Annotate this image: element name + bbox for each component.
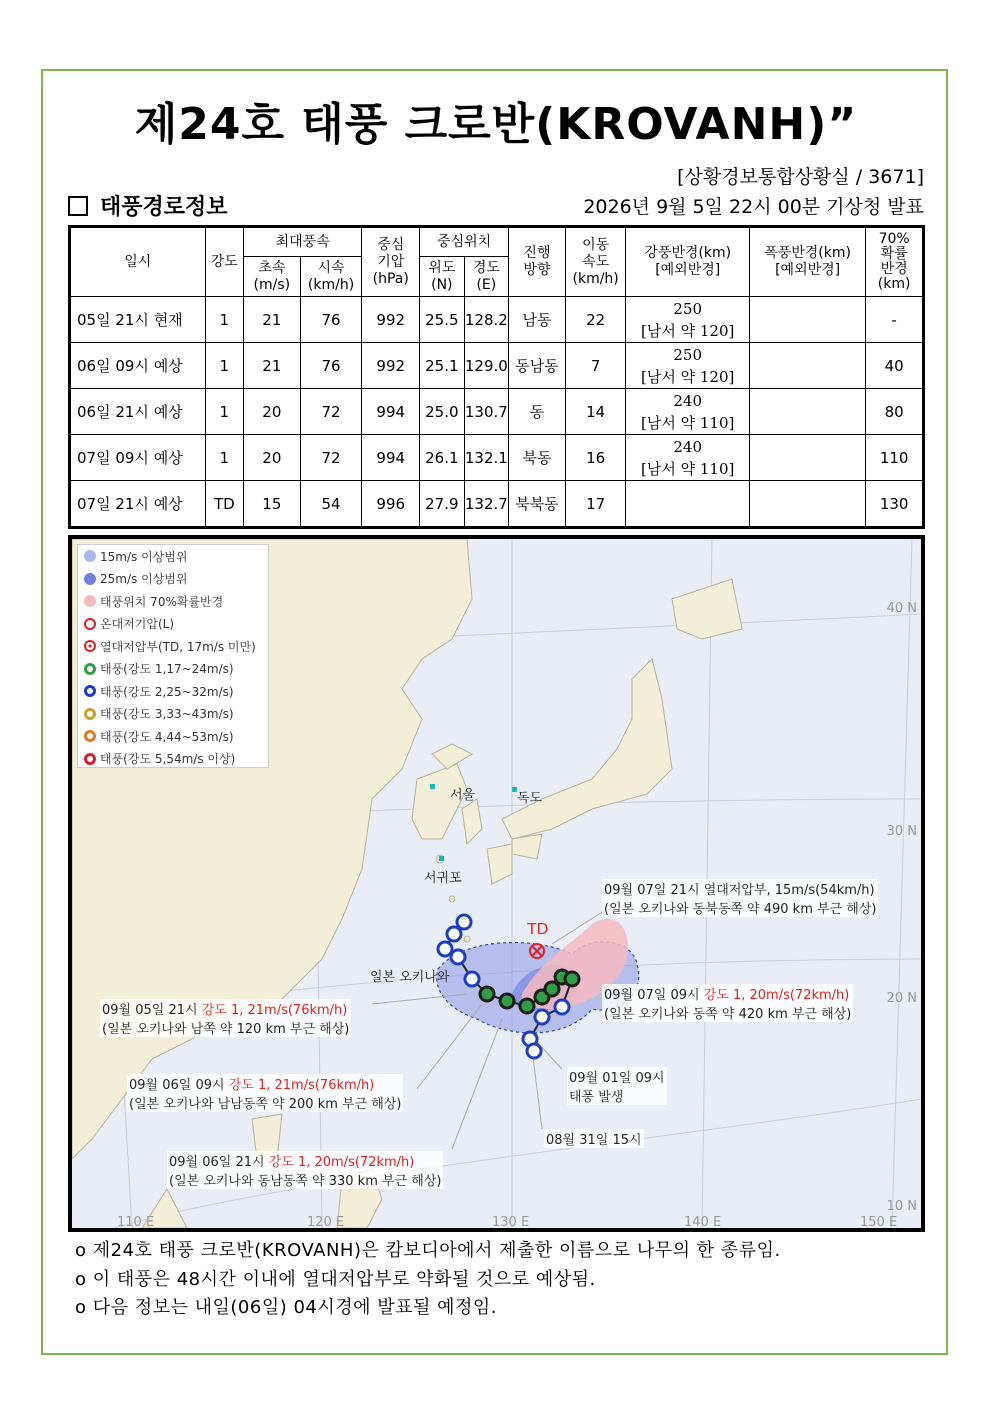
header-lat: 위도 (N) <box>420 257 465 297</box>
note-2: o 이 태풍은 48시간 이내에 열대저압부로 약화될 것으로 예상됨. <box>75 1268 596 1290</box>
header-time: 일시 <box>70 227 206 297</box>
range-dot-icon <box>84 550 96 562</box>
cell-storm <box>749 435 865 481</box>
strong-radius-exception: [남서 약 120] <box>641 321 735 340</box>
cell-speed: 17 <box>565 481 626 528</box>
cell-pressure: 994 <box>362 435 420 481</box>
legend-item <box>78 545 268 568</box>
legend-item <box>78 703 268 726</box>
legend-item <box>78 568 268 591</box>
typhoon-position-icon <box>520 999 534 1013</box>
strong-radius-exception: [남서 약 110] <box>641 413 735 432</box>
header-probability: 70% 확률 반경 (km) <box>866 227 924 297</box>
header-kmh: 시속 (km/h) <box>300 257 362 297</box>
typhoon-icon <box>84 730 96 742</box>
city-dokdo: 독도 <box>517 791 543 806</box>
header-position: 중심위치 <box>420 227 509 257</box>
legend-item <box>78 613 268 636</box>
header-intensity: 강도 <box>205 227 243 297</box>
cell-intensity: TD <box>205 481 243 528</box>
typhoon-position-icon <box>451 950 465 964</box>
cell-pressure: 992 <box>362 343 420 389</box>
lat-label-10: 10 N <box>886 1199 917 1214</box>
typhoon-position-icon <box>447 927 461 941</box>
range-dot-icon <box>84 595 96 607</box>
legend-label: 태풍위치 70%확률반경 <box>100 594 224 609</box>
department-label: [상황경보통합상황실 / 3671] <box>677 166 924 188</box>
td-label: TD <box>527 921 549 938</box>
cell-ms: 15 <box>244 481 301 528</box>
cell-prob: 40 <box>866 343 924 389</box>
typhoon-position-icon <box>545 982 559 996</box>
header-maxwind: 최대풍속 <box>244 227 362 257</box>
cell-direction: 남동 <box>509 297 566 343</box>
cell-speed: 16 <box>565 435 626 481</box>
city-seoul: 서울 <box>450 788 476 803</box>
lon-label-140: 140 E <box>684 1215 722 1230</box>
header-ms: 초속 (m/s) <box>244 257 301 297</box>
lon-label-130: 130 E <box>492 1215 530 1230</box>
cell-speed: 7 <box>565 343 626 389</box>
legend-label: 25m/s 이상범위 <box>100 572 188 587</box>
annotation-genesis: 09월 01일 09시 태풍 발생 <box>567 1067 667 1105</box>
strong-radius-exception: [남서 약 110] <box>641 459 735 478</box>
strong-radius-value: 240 <box>673 437 703 456</box>
legend-label: 태풍(강도 5,54m/s 이상) <box>100 752 236 767</box>
typhoon-position-icon <box>438 942 452 956</box>
legend-item <box>78 748 268 771</box>
header-speed: 이동 속도 (km/h) <box>565 227 626 297</box>
section-heading <box>68 190 228 221</box>
table-row <box>70 481 924 528</box>
lat-label-40: 40 N <box>886 601 917 616</box>
section-title: 태풍경로정보 <box>100 195 228 220</box>
cell-storm <box>749 481 865 528</box>
cell-strong <box>626 481 749 528</box>
cell-storm <box>749 297 865 343</box>
typhoon-icon <box>84 663 96 675</box>
cell-lon: 130.7 <box>464 389 509 435</box>
lat-label-30: 30 N <box>886 824 917 839</box>
typhoon-icon <box>84 753 96 765</box>
cell-lat: 25.0 <box>420 389 465 435</box>
header-direction: 진행 방향 <box>509 227 566 297</box>
cell-pressure: 996 <box>362 481 420 528</box>
table-row <box>70 435 924 481</box>
note-1: o 제24호 태풍 크로반(KROVANH)은 캄보디아에서 제출한 이름으로 나무의 한 종류임. <box>75 1240 781 1261</box>
typhoon-position-icon <box>465 972 479 986</box>
cell-intensity: 1 <box>205 343 243 389</box>
cell-direction: 북동 <box>509 435 566 481</box>
typhoon-position-icon <box>555 1000 569 1014</box>
legend-item <box>78 658 268 681</box>
lat-label-20: 20 N <box>886 991 917 1006</box>
header-storm-radius: 폭풍반경(km) [예외반경] <box>749 227 865 297</box>
strong-radius-value: 250 <box>673 299 703 318</box>
typhoon-icon <box>84 708 96 720</box>
typhoon-position-icon <box>457 915 471 929</box>
cell-lon: 132.1 <box>464 435 509 481</box>
cell-time: 05일 21시 현재 <box>70 297 206 343</box>
table-row <box>70 389 924 435</box>
typhoon-position-icon <box>527 1044 541 1058</box>
cell-kmh: 76 <box>300 297 362 343</box>
annotation-0831: 08월 31일 15시 <box>544 1129 644 1148</box>
cell-direction: 북북동 <box>509 481 566 528</box>
cell-lat: 25.5 <box>420 297 465 343</box>
cell-pressure: 992 <box>362 297 420 343</box>
cell-time: 06일 21시 예상 <box>70 389 206 435</box>
annotation-0721: 09월 07일 21시 열대저압부, 15m/s(54km/h) (일본 오키나와 동북동쪽 약 490 km 부근 해상) <box>602 879 878 917</box>
cell-direction: 동남동 <box>509 343 566 389</box>
legend-label: 온대저기압(L) <box>100 617 175 632</box>
cell-lon: 132.7 <box>464 481 509 528</box>
header-lon: 경도 (E) <box>464 257 509 297</box>
cell-strong <box>626 297 749 343</box>
cell-kmh: 76 <box>300 343 362 389</box>
typhoon-track-table <box>68 225 925 529</box>
cell-strong <box>626 343 749 389</box>
table-row <box>70 297 924 343</box>
extratropical-low-icon <box>84 618 96 630</box>
cell-lat: 27.9 <box>420 481 465 528</box>
strong-radius-exception: [남서 약 120] <box>641 367 735 386</box>
cell-speed: 22 <box>565 297 626 343</box>
td-icon <box>84 640 96 652</box>
cell-direction: 동 <box>509 389 566 435</box>
cell-strong <box>626 389 749 435</box>
cell-lon: 129.0 <box>464 343 509 389</box>
legend-label: 열대저압부(TD, 17m/s 미만) <box>100 639 256 654</box>
typhoon-position-icon <box>565 972 579 986</box>
cell-lon: 128.2 <box>464 297 509 343</box>
header-pressure: 중심 기압 (hPa) <box>362 227 420 297</box>
cell-ms: 20 <box>244 389 301 435</box>
legend-item <box>78 725 268 748</box>
cell-storm <box>749 389 865 435</box>
annotation-0621: 09월 06일 21시 강도 1, 20m/s(72km/h) (일본 오키나와 동남동쪽 약 330 km 부근 해상) <box>167 1151 443 1189</box>
legend-item <box>78 590 268 613</box>
cell-strong <box>626 435 749 481</box>
strong-radius-value: 250 <box>673 345 703 364</box>
header-strong-radius: 강풍반경(km) [예외반경] <box>626 227 749 297</box>
issued-time: 2026년 9월 5일 22시 00분 기상청 발표 <box>583 196 924 218</box>
cell-intensity: 1 <box>205 389 243 435</box>
legend-label: 태풍(강도 1,17~24m/s) <box>100 662 234 677</box>
cell-kmh: 72 <box>300 389 362 435</box>
cell-time: 07일 09시 예상 <box>70 435 206 481</box>
legend-label: 태풍(강도 4,44~53m/s) <box>100 729 234 744</box>
city-okinawa: 일본 오키나와 <box>370 970 450 985</box>
cell-lat: 26.1 <box>420 435 465 481</box>
cell-intensity: 1 <box>205 297 243 343</box>
range-dot-icon <box>84 573 96 585</box>
cell-prob: - <box>866 297 924 343</box>
lon-label-150: 150 E <box>860 1215 898 1230</box>
notes <box>75 1237 781 1323</box>
legend-label: 태풍(강도 2,25~32m/s) <box>100 684 234 699</box>
typhoon-track-map <box>68 535 925 1232</box>
page-title: 제24호 태풍 크로반(KROVANH)” <box>134 99 858 150</box>
typhoon-icon <box>84 685 96 697</box>
strong-radius-value: 240 <box>673 391 703 410</box>
cell-prob: 110 <box>866 435 924 481</box>
cell-kmh: 54 <box>300 481 362 528</box>
typhoon-position-icon <box>480 987 494 1001</box>
legend-item <box>78 635 268 658</box>
cell-time: 06일 09시 예상 <box>70 343 206 389</box>
lon-label-110: 110 E <box>117 1215 155 1230</box>
annotation-0609: 09월 06일 09시 강도 1, 21m/s(76km/h) (일본 오키나와 남남동쪽 약 200 km 부근 해상) <box>127 1074 403 1112</box>
cell-ms: 21 <box>244 343 301 389</box>
note-3: o 다음 정보는 내일(06일) 04시경에 발표될 예정임. <box>75 1297 498 1318</box>
cell-storm <box>749 343 865 389</box>
cell-prob: 80 <box>866 389 924 435</box>
annotation-0521: 09월 05일 21시 강도 1, 21m/s(76km/h) (일본 오키나와 남쪽 약 120 km 부근 해상) <box>100 999 351 1037</box>
city-seogwipo: 서귀포 <box>424 871 462 886</box>
typhoon-position-icon <box>500 994 514 1008</box>
map-legend <box>77 544 269 768</box>
typhoon-position-icon <box>535 1010 549 1024</box>
cell-ms: 21 <box>244 297 301 343</box>
cell-intensity: 1 <box>205 435 243 481</box>
table-row <box>70 343 924 389</box>
cell-prob: 130 <box>866 481 924 528</box>
cell-speed: 14 <box>565 389 626 435</box>
legend-label: 15m/s 이상범위 <box>100 549 188 564</box>
cell-time: 07일 21시 예상 <box>70 481 206 528</box>
annotation-0709: 09월 07일 09시 강도 1, 20m/s(72km/h) (일본 오키나와 동쪽 약 420 km 부근 해상) <box>602 984 853 1022</box>
cell-lat: 25.1 <box>420 343 465 389</box>
legend-label: 태풍(강도 3,33~43m/s) <box>100 707 234 722</box>
cell-pressure: 994 <box>362 389 420 435</box>
legend-item <box>78 680 268 703</box>
cell-kmh: 72 <box>300 435 362 481</box>
cell-ms: 20 <box>244 435 301 481</box>
checkbox-icon <box>68 196 88 216</box>
lon-label-120: 120 E <box>307 1215 345 1230</box>
